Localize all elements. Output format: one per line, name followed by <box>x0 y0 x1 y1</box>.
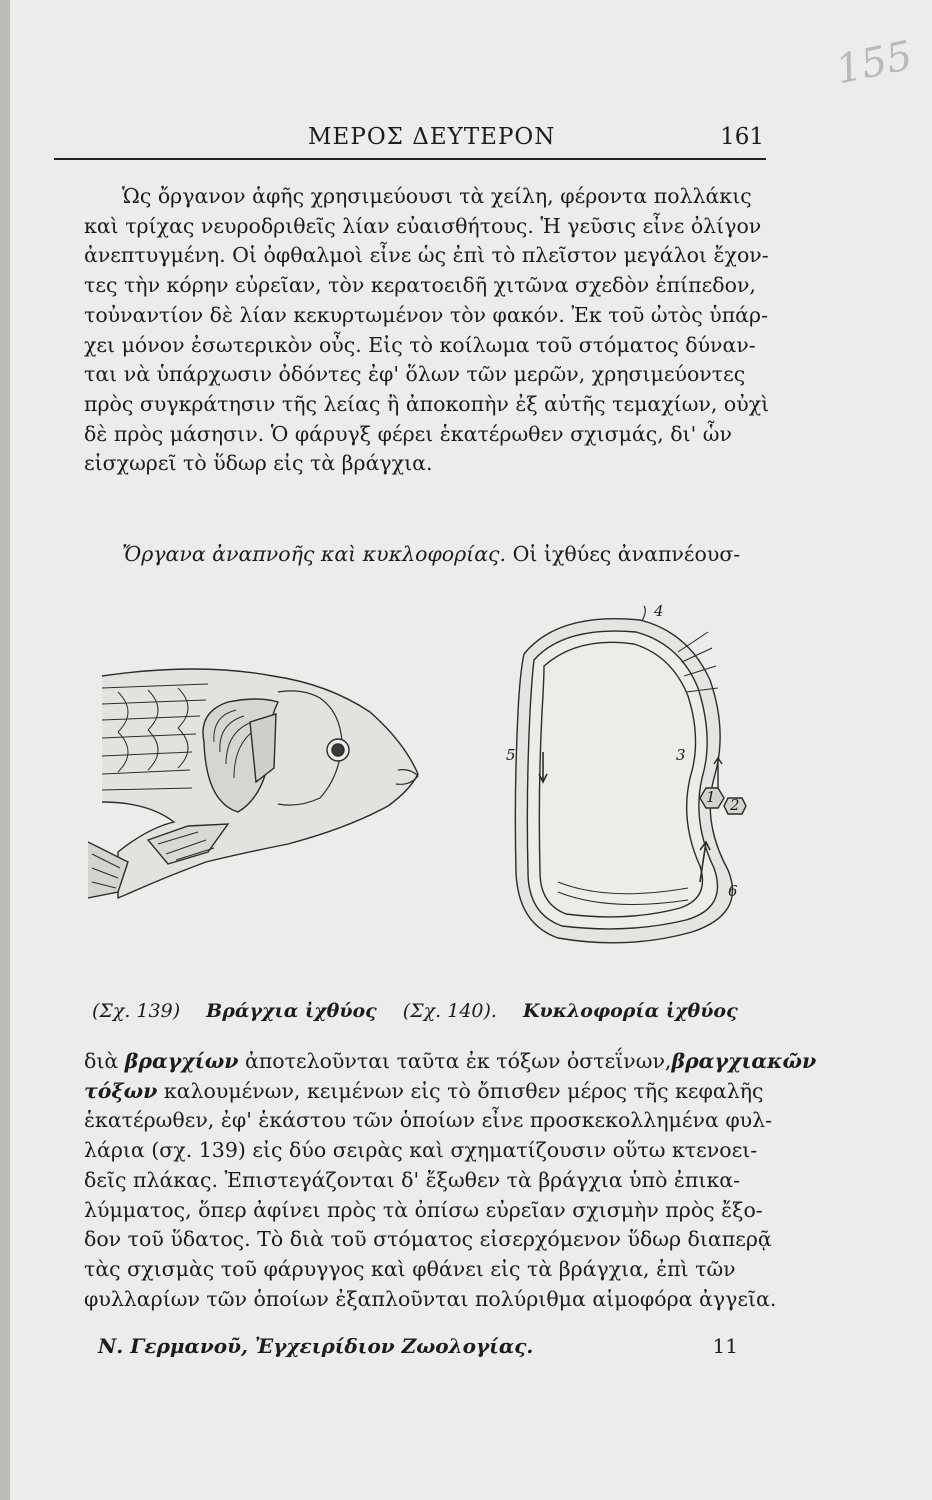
fig-label-5: 5 <box>506 746 516 764</box>
term-arches: τόξων <box>84 1078 158 1103</box>
text-line: πρὸς συγκράτησιν τῆς λείας ἢ ἀποκοπὴν ἐξ αὐτῆς τεμαχίων, οὐχὶ <box>84 391 770 416</box>
text-line: εἰσχωρεῖ τὸ ὕδωρ εἰς τὰ βράγχια. <box>84 451 433 476</box>
header-title: ΜΕΡΟΣ ΔΕΥΤΕΡΟΝ <box>308 124 556 150</box>
text-line <box>84 540 768 570</box>
paragraph-respiration-heading <box>84 540 768 570</box>
text-line <box>84 1047 817 1077</box>
text-line: καὶ τρίχας νευροδριθεῖς λίαν εὐαισθήτους. Ἡ γεῦσις εἶνε ὀλίγον <box>84 213 762 238</box>
signature-mark: 11 <box>712 1334 738 1358</box>
fig140-caption: Κυκλοφορία ἰχθύος <box>523 1000 738 1022</box>
text-line: φυλλαρίων τῶν ὁποίων ἐξαπλοῦνται πολύριθμα αἱμοφόρα ἀγγεῖα. <box>84 1286 777 1311</box>
margin-pencil-mark: 155 <box>832 32 917 94</box>
fish-gills-illustration <box>88 669 418 898</box>
text-line: τοὐναντίον δὲ λίαν κεκυρτωμένον τὸν φακόν. Ἐκ τοῦ ὠτὸς ὑπάρ- <box>84 302 769 327</box>
page-binding-edge <box>0 0 10 1500</box>
text-line: λύμματος, ὅπερ ἀφίνει πρὸς τὰ ὀπίσω εὐρεῖαν σχισμὴν πρὸς ἔξο- <box>84 1197 763 1222</box>
fig139-number: (Σχ. 139) <box>92 1000 181 1022</box>
text-line: δον τοῦ ὕδατος. Τὸ διὰ τοῦ στόματος εἰσερχόμενον ὕδωρ διαπερᾷ <box>84 1227 772 1252</box>
paragraph-gills <box>84 1047 817 1314</box>
term-branchial: βραγχιακῶν <box>671 1049 817 1073</box>
footer-book-title: Ν. Γερμανοῦ, Ἐγχειρίδιον Ζωολογίας. <box>98 1334 534 1358</box>
running-header <box>88 122 764 156</box>
circulation-diagram <box>515 606 746 943</box>
text-run: ἀποτελοῦνται ταῦτα ἐκ τόξων ὀστεΐνων, <box>238 1049 672 1073</box>
figure-captions <box>92 1000 772 1022</box>
figures <box>88 592 778 992</box>
text-line: δὲ πρὸς μάσησιν. Ὁ φάρυγξ φέρει ἑκατέρωθεν σχισμάς, δι' ὧν <box>84 421 732 446</box>
text-line: λάρια (σχ. 139) εἰς δύο σειρὰς καὶ σχηματίζουσιν οὕτω κτενοει- <box>84 1138 758 1163</box>
fig-label-4: 4 <box>654 602 664 620</box>
text-line: χει μόνον ἐσωτερικὸν οὖς. Εἰς τὸ κοίλωμα τοῦ στόματος δύναν- <box>84 332 756 357</box>
paragraph-senses <box>84 182 768 479</box>
fig139-caption: Βράγχια ἰχθύος <box>206 1000 377 1022</box>
fig140-number: (Σχ. 140). <box>402 1000 497 1022</box>
text-line: ται νὰ ὑπάρχωσιν ὀδόντες ἐφ' ὅλων τῶν μερῶν, χρησιμεύοντες <box>84 362 746 387</box>
text-line: τὰς σχισμὰς τοῦ φάρυγγος καὶ φθάνει εἰς τὰ βράγχια, ἐπὶ τῶν <box>84 1256 736 1281</box>
term-branchia: βραγχίων <box>124 1049 239 1073</box>
text-run: διὰ <box>84 1049 125 1073</box>
fig-label-1: 1 <box>706 788 716 806</box>
text-line: τες τὴν κόρην εὐρεῖαν, τὸν κερατοειδῆ χιτῶνα σχεδὸν ἐπίπεδον, <box>84 273 756 298</box>
text-run: καλουμένων, κειμένων εἰς τὸ ὄπισθεν μέρος τῆς κεφαλῆς <box>157 1078 764 1103</box>
fig-label-3: 3 <box>676 746 686 764</box>
text-line: ἀνεπτυγμένη. Οἱ ὀφθαλμοὶ εἶνε ὡς ἐπὶ τὸ πλεῖστον μεγάλοι ἔχον- <box>84 243 769 268</box>
text-line <box>84 1077 768 1107</box>
header-rule <box>54 158 766 160</box>
text-line: Ὡς ὄργανον ἁφῆς χρησιμεύουσι τὰ χείλη, φέροντα πολλάκις <box>122 184 752 208</box>
page-number: 161 <box>720 124 764 150</box>
page-footer <box>98 1334 738 1358</box>
fig-label-2: 2 <box>730 796 740 814</box>
fig-label-6: 6 <box>728 882 738 900</box>
text-line: δεῖς πλάκας. Ἐπιστεγάζονται δ' ἔξωθεν τὰ βράγχια ὑπὸ ἐπικα- <box>84 1167 741 1192</box>
text-line: ἑκατέρωθεν, ἐφ' ἑκάστου τῶν ὁποίων εἶνε προσκεκολλημένα φυλ- <box>84 1108 773 1133</box>
text-run: Οἱ ἰχθύες ἀναπνέουσ- <box>506 542 741 566</box>
section-heading: Ὄργανα ἀναπνοῆς καὶ κυκλοφορίας. <box>122 542 507 566</box>
